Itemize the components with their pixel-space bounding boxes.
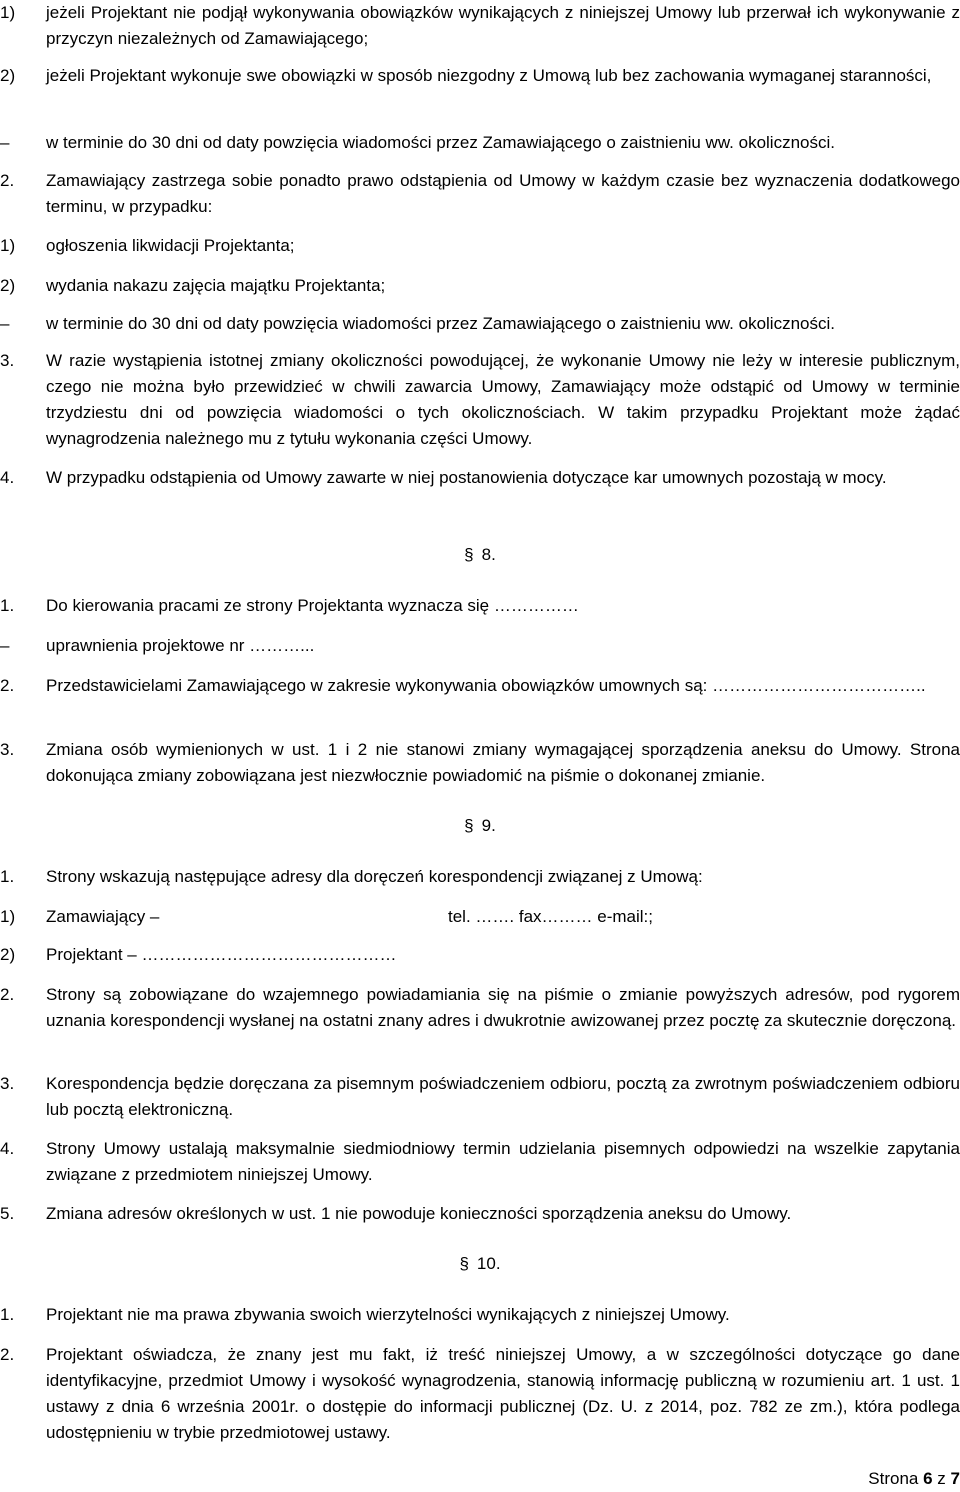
section-symbol: §: [464, 545, 474, 564]
paragraph-number: 3.: [0, 1074, 15, 1093]
paragraph-text: Zamawiający zastrzega sobie ponadto prawo odstąpienia od Umowy w każdym czasie bez wyznaczenia dodatkowego terminu, w przypadku:: [46, 171, 960, 216]
paragraph: [0, 168, 960, 220]
paragraph: [0, 311, 960, 337]
section-symbol: §: [459, 1254, 469, 1273]
paragraph: [0, 673, 960, 699]
paragraph: [0, 1302, 960, 1328]
paragraph-text: Strony wskazują następujące adresy dla doręczeń korespondencji związanej z Umową:: [46, 867, 703, 886]
paragraph: [0, 593, 960, 619]
paragraph: [0, 1342, 960, 1446]
section-number: 10.: [476, 1254, 501, 1273]
contact-details: tel. ……. fax……… e-mail:;: [448, 907, 653, 926]
paragraph-number: 2.: [0, 1345, 15, 1364]
paragraph-number: 1.: [0, 596, 15, 615]
section-heading-8: [0, 542, 960, 568]
address-label: Projektant – ………………………………………: [46, 945, 397, 964]
paragraph: [0, 633, 960, 659]
paragraph-text: Strony Umowy ustalają maksymalnie siedmiodniowy termin udzielania pisemnych odpowiedzi na wszelkie zapytania związane z przedmiotem niniejszej Umowy.: [46, 1139, 960, 1184]
paragraph-text: Zmiana adresów określonych w ust. 1 nie powoduje konieczności sporządzenia aneksu do Umowy.: [46, 1204, 792, 1223]
paragraph-number: 2.: [0, 985, 15, 1004]
paragraph-text: jeżeli Projektant wykonuje swe obowiązki w sposób niezgodny z Umową lub bez zachowania wymaganej staranności,: [46, 66, 932, 85]
address-label: Zamawiający –: [46, 907, 160, 926]
paragraph-text: Strony są zobowiązane do wzajemnego powiadamiania się na piśmie o zmianie powyższych adresów, pod rygorem uznania korespondencji wysłanej na ostatni znany adres i dwukrotnie awizowanej przez pocztę za skutecznie doręczoną.: [46, 985, 960, 1030]
paragraph-number: 1): [0, 907, 16, 926]
paragraph: [0, 348, 960, 452]
section-heading-10: [0, 1251, 960, 1277]
paragraph-text: Korespondencja będzie doręczana za pisemnym poświadczeniem odbioru, pocztą za zwrotnym poświadczeniem odbioru lub pocztą elektroniczną.: [46, 1074, 960, 1119]
paragraph-number: 1.: [0, 1305, 15, 1324]
paragraph-text: W przypadku odstąpienia od Umowy zawarte w niej postanowienia dotyczące kar umownych pozostają w mocy.: [46, 468, 887, 487]
paragraph-number: 2): [0, 945, 16, 964]
paragraph-text: w terminie do 30 dni od daty powzięcia wiadomości przez Zamawiającego o zaistnieniu ww. okoliczności.: [46, 314, 835, 333]
page-footer: [868, 1466, 960, 1492]
paragraph-text: wydania nakazu zajęcia majątku Projektanta;: [46, 276, 386, 295]
paragraph-number: 1): [0, 3, 16, 22]
paragraph: [0, 130, 960, 156]
paragraph-number: 3.: [0, 351, 15, 370]
paragraph-text: Projektant oświadcza, że znany jest mu fakt, iż treść niniejszej Umowy, a w szczególności dotyczące go dane identyfikacyjne, przedmiot Umowy i wysokość wynagrodzenia, stanowią informację publiczną w rozumieniu art. 1 ust. 1 ustawy z dnia 6 września 2001r. o dostępie do informacji publicznej (Dz. U. z 2014, poz. 782 ze zm.), która podlega udostępnieniu w trybie przedmiotowej ustawy.: [46, 1345, 960, 1442]
current-page-number: 6: [923, 1469, 933, 1488]
paragraph-text: uprawnienia projektowe nr ………...: [46, 636, 315, 655]
paragraph-number: 1.: [0, 867, 15, 886]
dash-marker: –: [0, 133, 10, 152]
paragraph-number: 2): [0, 276, 16, 295]
paragraph-number: 1): [0, 236, 16, 255]
paragraph: [0, 737, 960, 789]
paragraph: [0, 1136, 960, 1188]
total-page-count: 7: [950, 1469, 960, 1488]
section-symbol: §: [464, 816, 474, 835]
paragraph: [0, 1201, 960, 1227]
paragraph-text: Projektant nie ma prawa zbywania swoich wierzytelności wynikających z niniejszej Umowy.: [46, 1305, 730, 1324]
paragraph: [0, 1071, 960, 1123]
paragraph-text: w terminie do 30 dni od daty powzięcia wiadomości przez Zamawiającego o zaistnieniu ww. okoliczności.: [46, 133, 835, 152]
paragraph: [0, 273, 960, 299]
dash-marker: –: [0, 314, 10, 333]
section-heading-9: [0, 813, 960, 839]
paragraph: [0, 864, 960, 890]
paragraph: [0, 982, 960, 1034]
paragraph-text: Do kierowania pracami ze strony Projektanta wyznacza się ……………: [46, 596, 579, 615]
footer-separator: z: [937, 1469, 946, 1488]
paragraph: [0, 0, 960, 52]
paragraph-number: 2.: [0, 171, 15, 190]
paragraph-text: jeżeli Projektant nie podjął wykonywania obowiązków wynikających z niniejszej Umowy lub przerwał ich wykonywanie z przyczyn niezależnych od Zamawiającego;: [46, 3, 960, 48]
paragraph: [0, 63, 960, 89]
paragraph-text: ogłoszenia likwidacji Projektanta;: [46, 236, 295, 255]
paragraph: [0, 233, 960, 259]
section-number: 9.: [481, 816, 496, 835]
paragraph: [0, 465, 960, 491]
footer-prefix: Strona: [868, 1469, 919, 1488]
paragraph-number: 4.: [0, 468, 15, 487]
paragraph-number: 5.: [0, 1204, 15, 1223]
dash-marker: –: [0, 636, 10, 655]
paragraph-text: Przedstawicielami Zamawiającego w zakresie wykonywania obowiązków umownych są: ………………………………..: [46, 676, 926, 695]
paragraph-text: Zmiana osób wymienionych w ust. 1 i 2 nie stanowi zmiany wymagającej sporządzenia aneksu do Umowy. Strona dokonująca zmiany zobowiązana jest niezwłocznie powiadomić na piśmie o dokonanej zmianie.: [46, 740, 960, 785]
paragraph-number: 4.: [0, 1139, 15, 1158]
paragraph-number: 2): [0, 66, 16, 85]
address-line: [0, 942, 960, 968]
section-number: 8.: [481, 545, 496, 564]
paragraph-number: 3.: [0, 740, 15, 759]
paragraph-text: W razie wystąpienia istotnej zmiany okoliczności powodującej, że wykonanie Umowy nie leży w interesie publicznym, czego nie można było przewidzieć w chwili zawarcia Umowy, Zamawiający może odstąpić od Umowy w terminie trzydziestu dni od powzięcia wiadomości o tych okolicznościach. W takim przypadku Projektant może żądać wynagrodzenia należnego mu z tytułu wykonania części Umowy.: [46, 351, 960, 448]
paragraph-number: 2.: [0, 676, 15, 695]
